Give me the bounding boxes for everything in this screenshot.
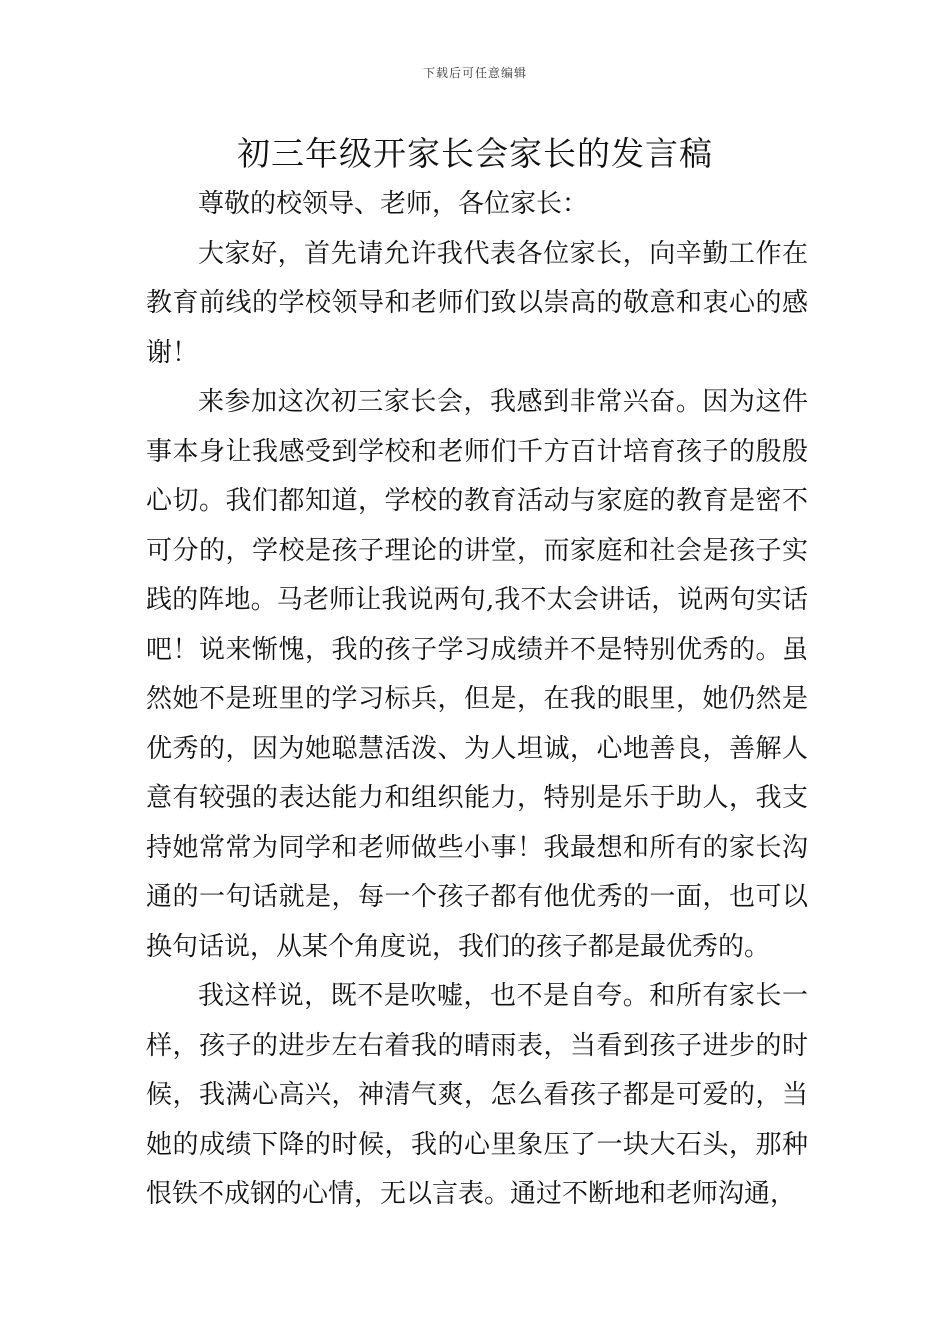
greeting-line: 尊敬的校领导、老师，各位家长： <box>198 189 589 219</box>
document-title: 初三年级开家长会家长的发言稿 <box>237 134 713 173</box>
header-note: 下载后可任意编辑 <box>422 66 527 80</box>
paragraph-1: 大家好，首先请允许我代表各位家长，向辛勤工作在教育前线的学校领导和老师们致以崇高的敬意和衷心的感谢！ <box>146 238 808 368</box>
paragraph-2: 来参加这次初三家长会，我感到非常兴奋。因为这件事本身让我感受到学校和老师们千方百计培育孩子的殷殷心切。我们都知道，学校的教育活动与家庭的教育是密不可分的，学校是孩子理论的讲堂，而家庭和社会是孩子实践的阵地。马老师让我说两句,我不太会讲话，说两句实话吧！说来惭愧，我的孩子学习成绩并不是特别优秀的。虽然她不是班里的学习标兵，但是，在我的眼里，她仍然是优秀的，因为她聪慧活泼、为人坦诚，心地善良，善解人意有较强的表达能力和组织能力，特别是乐于助人，我支持她常常为同学和老师做些小事！我最想和所有的家长沟通的一句话就是，每一个孩子都有他优秀的一面，也可以换句话说，从某个角度说，我们的孩子都是最优秀的。 <box>146 387 808 962</box>
document-body <box>146 180 808 1220</box>
paragraph-3: 我这样说，既不是吹嘘，也不是自夸。和所有家长一样，孩子的进步左右着我的晴雨表，当看到孩子进步的时候，我满心高兴，神清气爽，怎么看孩子都是可爱的，当她的成绩下降的时候，我的心里象压了一块大石头，那种恨铁不成钢的心情，无以言表。通过不断地和老师沟通， <box>146 981 808 1209</box>
